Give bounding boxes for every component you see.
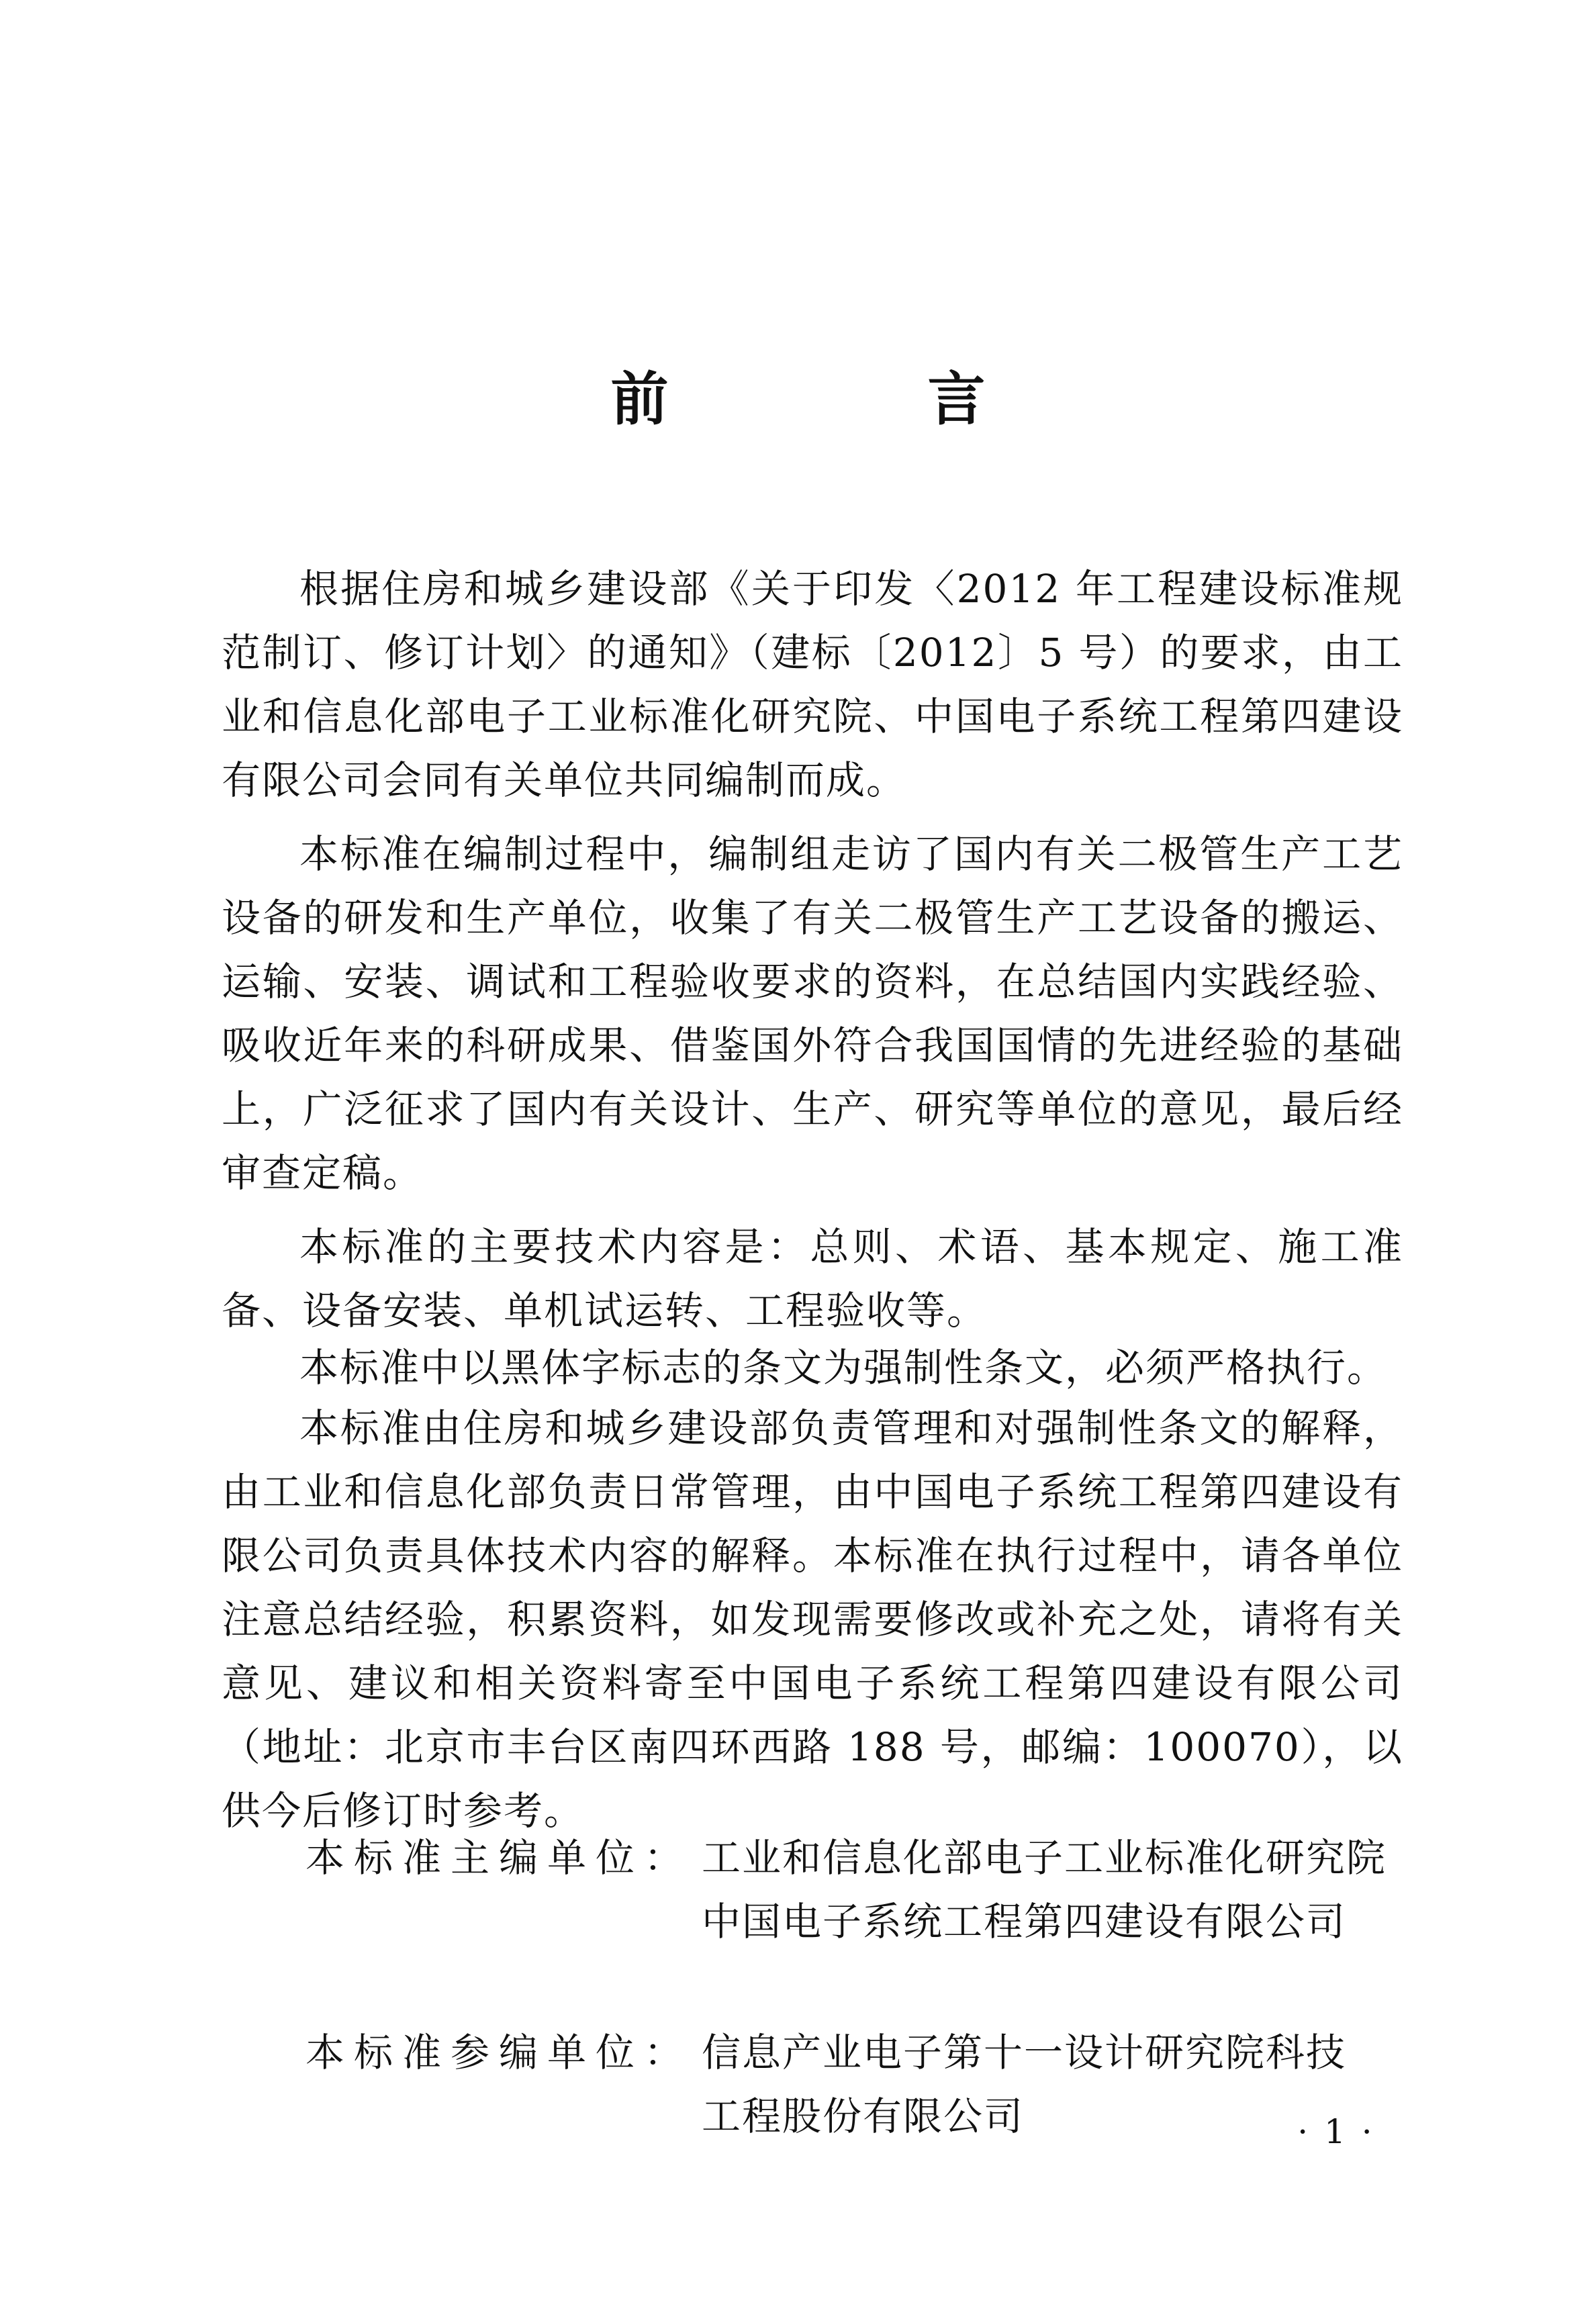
preface-paragraph-4: 本标准中以黑体字标志的条文为强制性条文，必须严格执行。 [299, 1345, 1388, 1390]
chief-unit-1: 工业和信息化部电子工业标准化研究院 [702, 1835, 1387, 1881]
page-title: 前 言 [610, 366, 1086, 433]
chief-units-values [702, 1826, 1447, 1954]
preface-paragraph-3: 本标准的主要技术内容是：总则、术语、基本规定、施工准备、设备安装、单机试运转、工程验收等。 [222, 1224, 1403, 1333]
chief-units-label: 本标准主编单位： [306, 1835, 693, 1881]
preface-paragraph-1: 根据住房和城乡建设部《关于印发〈2012 年工程建设标准规范制订、修订计划〉的通知》（建标〔2012〕5 号）的要求，由工业和信息化部电子工业标准化研究院、中国电子系统工程第四建设有限公司会同有关单位共同编制而成。 [222, 566, 1403, 803]
preface-paragraph-2: 本标准在编制过程中，编制组走访了国内有关二极管生产工艺设备的研发和生产单位，收集了有关二极管生产工艺设备的搬运、运输、安装、调试和工程验收要求的资料，在总结国内实践经验、吸收近年来的科研成果、借鉴国外符合我国国情的先进经验的基础上，广泛征求了国内有关设计、生产、研究等单位的意见，最后经审查定稿。 [222, 831, 1403, 1196]
preface-paragraph-5: 本标准由住房和城乡建设部负责管理和对强制性条文的解释，由工业和信息化部负责日常管理，由中国电子系统工程第四建设有限公司负责具体技术内容的解释。本标准在执行过程中，请各单位注意总结经验，积累资料，如发现需要修改或补充之处，请将有关意见、建议和相关资料寄至中国电子系统工程第四建设有限公司（地址：北京市丰台区南四环西路 188 号，邮编：100070），以供今后修订时参考。 [222, 1405, 1403, 1834]
page-number: · 1 · [1297, 2112, 1375, 2151]
participating-units-label: 本标准参编单位： [306, 2030, 693, 2075]
participating-unit-line-2: 工程股份有限公司 [702, 2093, 1025, 2139]
chief-unit-2: 中国电子系统工程第四建设有限公司 [702, 1899, 1347, 1944]
participating-unit-line-1: 信息产业电子第十一设计研究院科技 [702, 2030, 1347, 2075]
